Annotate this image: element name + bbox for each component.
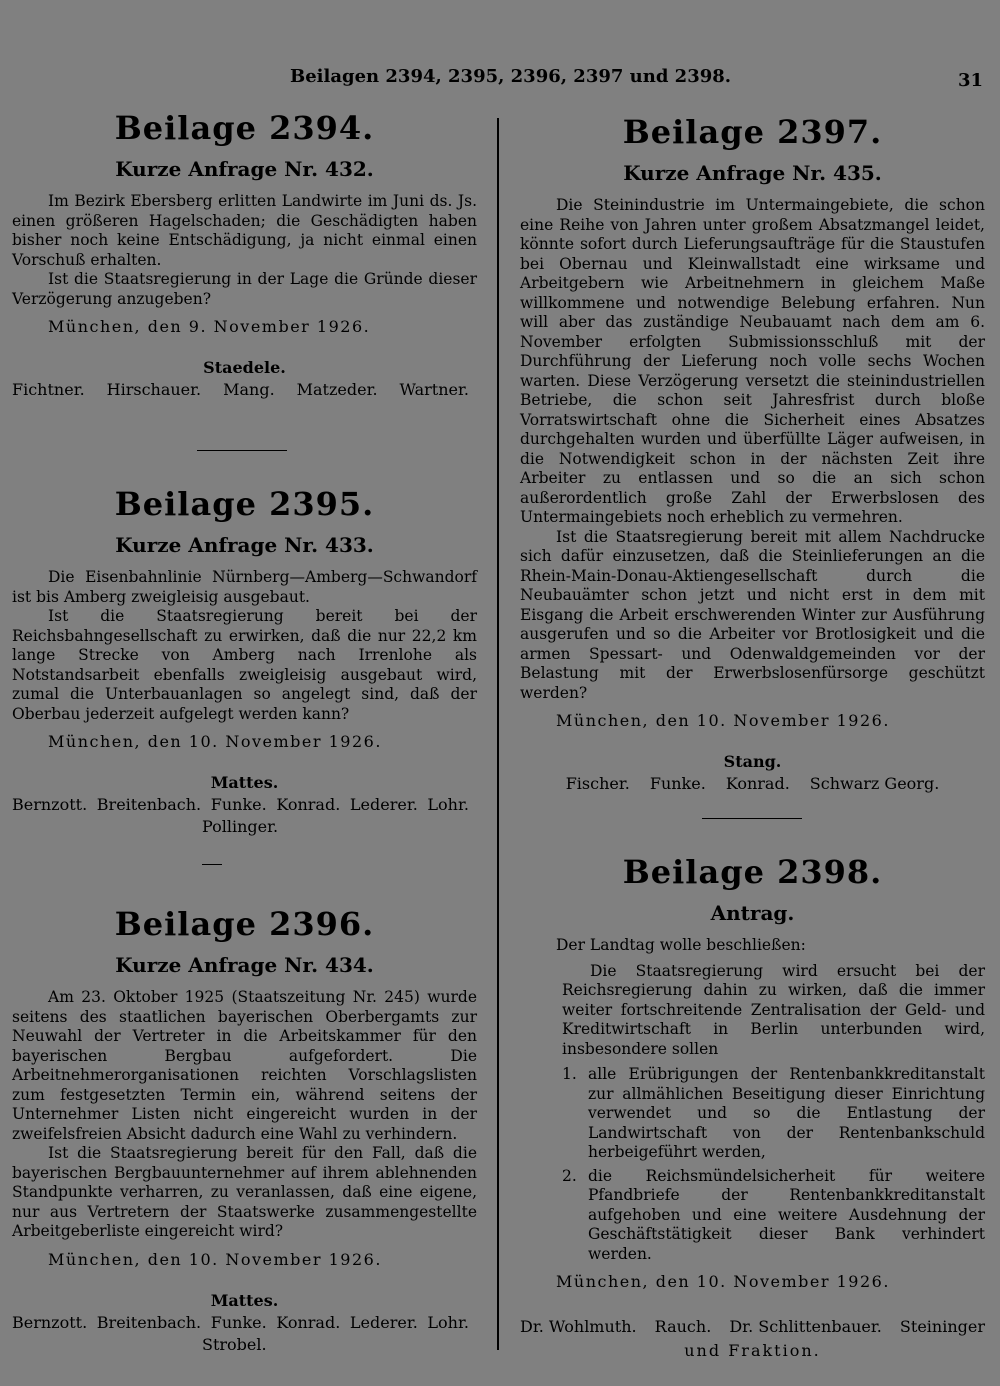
signer: Fichtner. (12, 380, 85, 399)
beilage-2394-date: München, den 9. November 1926. (48, 317, 371, 336)
signer: Konrad. (725, 774, 790, 793)
signer: Fischer. (565, 774, 630, 793)
beilage-2398-items (562, 1065, 985, 1264)
paragraph: Die Staatsregierung wird ersucht bei der Reichsregierung dahin zu wirken, daß die immer weiter fortschreitende Zentralisation der Geld- und Kreditwirtschaft in Berlin unterbunden wird, insbesondere sollen (562, 961, 985, 1058)
beilage-2395-body (12, 568, 477, 724)
beilage-2395-subtitle: Kurze Anfrage Nr. 433. (115, 533, 374, 557)
paragraph: Die Steinindustrie im Untermaingebiete, die schon eine Reihe von Jahren unter großem Absatzmangel leidet, könnte sofort durch Lieferungsaufträge für die Staustufen bei Obernau und Kleinwallstadt eine wirksame und Arbeitgebern wie Arbeitnehmern in gleichem Maße willkommene und notwendige Belebung erfahren. Nun will aber das zuständige Neubauamt nach dem am 6. November erfolgten Submissionsschluß mit der Durchführung der Lieferung noch volle sechs Wochen warten. Diese Verzögerung versetzt die steinindustriellen Betriebe, die schon seit Jahresfrist durch bloße Vorratswirtschaft ohne die Sicherheit eines Absatzes durchgehalten wurden und überfüllte Läger aufweisen, in die Notwendigkeit schon in der nächsten Zeit ihre Arbeiter zu entlassen und so die an sich schon außerordentlich große Zahl der Erwerbslosen des Untermaingebiets noch erheblich zu vermehren. (520, 196, 985, 526)
section-separator (197, 450, 287, 451)
beilage-2394-subtitle: Kurze Anfrage Nr. 432. (115, 157, 374, 181)
beilage-2394-body (12, 192, 477, 309)
beilage-2396-signers (12, 1312, 477, 1356)
signer: Dr. Wohlmuth. (520, 1317, 637, 1336)
paragraph: Ist die Staatsregierung in der Lage die Gründe dieser Verzögerung anzugeben? (12, 270, 477, 308)
signer: Lohr. (427, 795, 469, 814)
paragraph: Am 23. Oktober 1925 (Staatszeitung Nr. 245) wurde seitens des staatlichen bayerischen Oberbergamts zur Neuwahl der Vertreter in die Arbeitskammer für den bayerischen Bergbau aufgefordert. Die Arbeitnehmerorganisationen reichten Vorschlagslisten zum festgesetzten Termin ein, während seitens der Unternehmer Listen nicht eingereicht wurden in der zweifelsfreien Absicht dadurch eine Wahl zu verhindern. (12, 988, 477, 1143)
signer: Lohr. (427, 1312, 469, 1332)
beilage-2397-subtitle: Kurze Anfrage Nr. 435. (623, 161, 882, 185)
signer: Funke. (210, 1312, 267, 1332)
beilage-2397-body (520, 196, 985, 703)
paragraph: Ist die Staatsregierung bereit für den Fall, daß die bayerischen Bergbauunternehmer auf ihrem ablehnenden Standpunkte verharren, zu veranlassen, daß eine eigene, nur aus Vertretern der Staatswerke zusammengestellte Arbeitgeberliste eingereicht wird? (12, 1144, 477, 1240)
paragraph: Die Eisenbahnlinie Nürnberg—Amberg—Schwandorf ist bis Amberg zweigleisig ausgebaut. (12, 568, 477, 606)
signer: Funke. (210, 795, 267, 814)
beilage-2397-signers (520, 773, 985, 795)
signer: Schwarz Georg. (809, 774, 940, 793)
paragraph: Im Bezirk Ebersberg erlitten Landwirte im Juni ds. Js. einen größeren Hagelschaden; die Geschädigten haben bisher noch keine Entschädigung, ja nicht einmal einen Vorschuß erhalten. (12, 192, 477, 269)
beilage-2395-title: Beilage 2395. (114, 485, 375, 523)
beilage-2398-title: Beilage 2398. (622, 853, 883, 891)
signer: Breitenbach. (96, 795, 202, 814)
beilage-2395-date: München, den 10. November 1926. (48, 732, 382, 751)
signer: Steininger (899, 1317, 985, 1336)
beilage-2396-lead-signer: Mattes. (210, 1290, 279, 1310)
beilage-2398-date: München, den 10. November 1926. (556, 1272, 890, 1291)
list-item-text: die Reichsmündelsicherheit für weitere Pfandbriefe der Rentenbankkreditanstalt aufgehoben und eine weitere Ausdehnung der Geschäftstätigkeit dieser Bank verhindert werden. (588, 1166, 985, 1263)
signers-line-2: und Fraktion. (684, 1341, 821, 1360)
beilage-2395 (12, 484, 477, 838)
signer: Dr. Schlittenbauer. (729, 1317, 882, 1336)
column-divider (497, 118, 499, 1350)
signer: Konrad. (276, 1312, 341, 1332)
signer: Pollinger. (202, 817, 279, 836)
beilage-2395-lead-signer: Mattes. (210, 773, 279, 792)
beilage-2396-date: München, den 10. November 1926. (48, 1249, 382, 1269)
paragraph: Ist die Staatsregierung bereit mit allem Nachdrucke sich dafür einzusetzen, daß die Steinlieferungen an die Rhein-Main-Donau-Aktiengesellschaft durch die Neubauämter schon jetzt und nicht erst in dem mit Eisgang die Arbeit erschwerenden Winter zur Ausführung ausgerufen und so die Arbeiter vor Brotlosigkeit und die armen Spessart- und Odenwaldgemeinden vor der Belastung mit der Erwerbslosenfürsorge geschützt werden? (520, 527, 985, 702)
signer: Mang. (223, 380, 275, 399)
running-head: Beilagen 2394, 2395, 2396, 2397 und 2398. (290, 66, 732, 87)
beilage-2395-signers (12, 794, 477, 838)
signer: Funke. (649, 774, 706, 793)
beilage-2397 (520, 112, 985, 795)
list-item-text: alle Erübrigungen der Rentenbankkreditanstalt zur allmählichen Beseitigung dieser Einrichtung verwendet und so die Entlastung der Landwirtschaft von der Rentenbankschuld herbeigeführt werden, (588, 1065, 985, 1161)
beilage-2398-subtitle: Antrag. (710, 901, 795, 925)
beilage-2397-date: München, den 10. November 1926. (556, 711, 890, 730)
signer: Rauch. (654, 1317, 712, 1336)
signer: Matzeder. (296, 380, 378, 399)
signer: Lederer. (349, 1312, 418, 1332)
beilage-2396-title: Beilage 2396. (114, 905, 375, 943)
signer: Lederer. (349, 795, 418, 814)
beilage-2397-title: Beilage 2397. (622, 113, 883, 151)
beilage-2396-body (12, 988, 477, 1242)
signer-names (520, 1315, 985, 1339)
signer: Hirschauer. (106, 380, 202, 399)
beilage-2394-lead-signer: Staedele. (203, 358, 286, 377)
page-number: 31 (958, 70, 984, 91)
beilage-2398 (520, 852, 985, 1363)
beilage-2394-title: Beilage 2394. (114, 109, 375, 147)
list-item (562, 1065, 985, 1163)
beilage-2396 (12, 904, 477, 1356)
list-item (562, 1167, 985, 1265)
list-item-number: 1. (562, 1065, 577, 1083)
beilage-2394 (12, 108, 477, 401)
beilage-2398-intro: Der Landtag wolle beschließen: (556, 936, 806, 954)
signer: Bernzott. (12, 795, 88, 814)
section-separator (702, 818, 802, 819)
signer: Bernzott. (12, 1312, 88, 1332)
section-separator (202, 864, 222, 865)
beilage-2398-body (562, 962, 985, 1060)
signer: Wartner. (399, 380, 469, 399)
beilage-2397-lead-signer: Stang. (723, 752, 782, 771)
signer: Breitenbach. (96, 1312, 202, 1332)
signer: Strobel. (202, 1334, 267, 1354)
paragraph: Ist die Staatsregierung bereit bei der Reichsbahngesellschaft zu erwirken, daß die nur 22,2 km lange Strecke von Amberg nach Irrenlohe als Notstandsarbeit ebenfalls zweigleisig ausgebaut wird, zumal die Unterbauanlagen so angelegt sind, daß der Oberbau jederzeit aufgelegt werden kann? (12, 607, 477, 723)
signer: Konrad. (276, 795, 341, 814)
beilage-2396-subtitle: Kurze Anfrage Nr. 434. (115, 953, 374, 977)
beilage-2394-signers (12, 379, 477, 401)
list-item-number: 2. (562, 1166, 577, 1185)
beilage-2398-signers (520, 1315, 985, 1363)
